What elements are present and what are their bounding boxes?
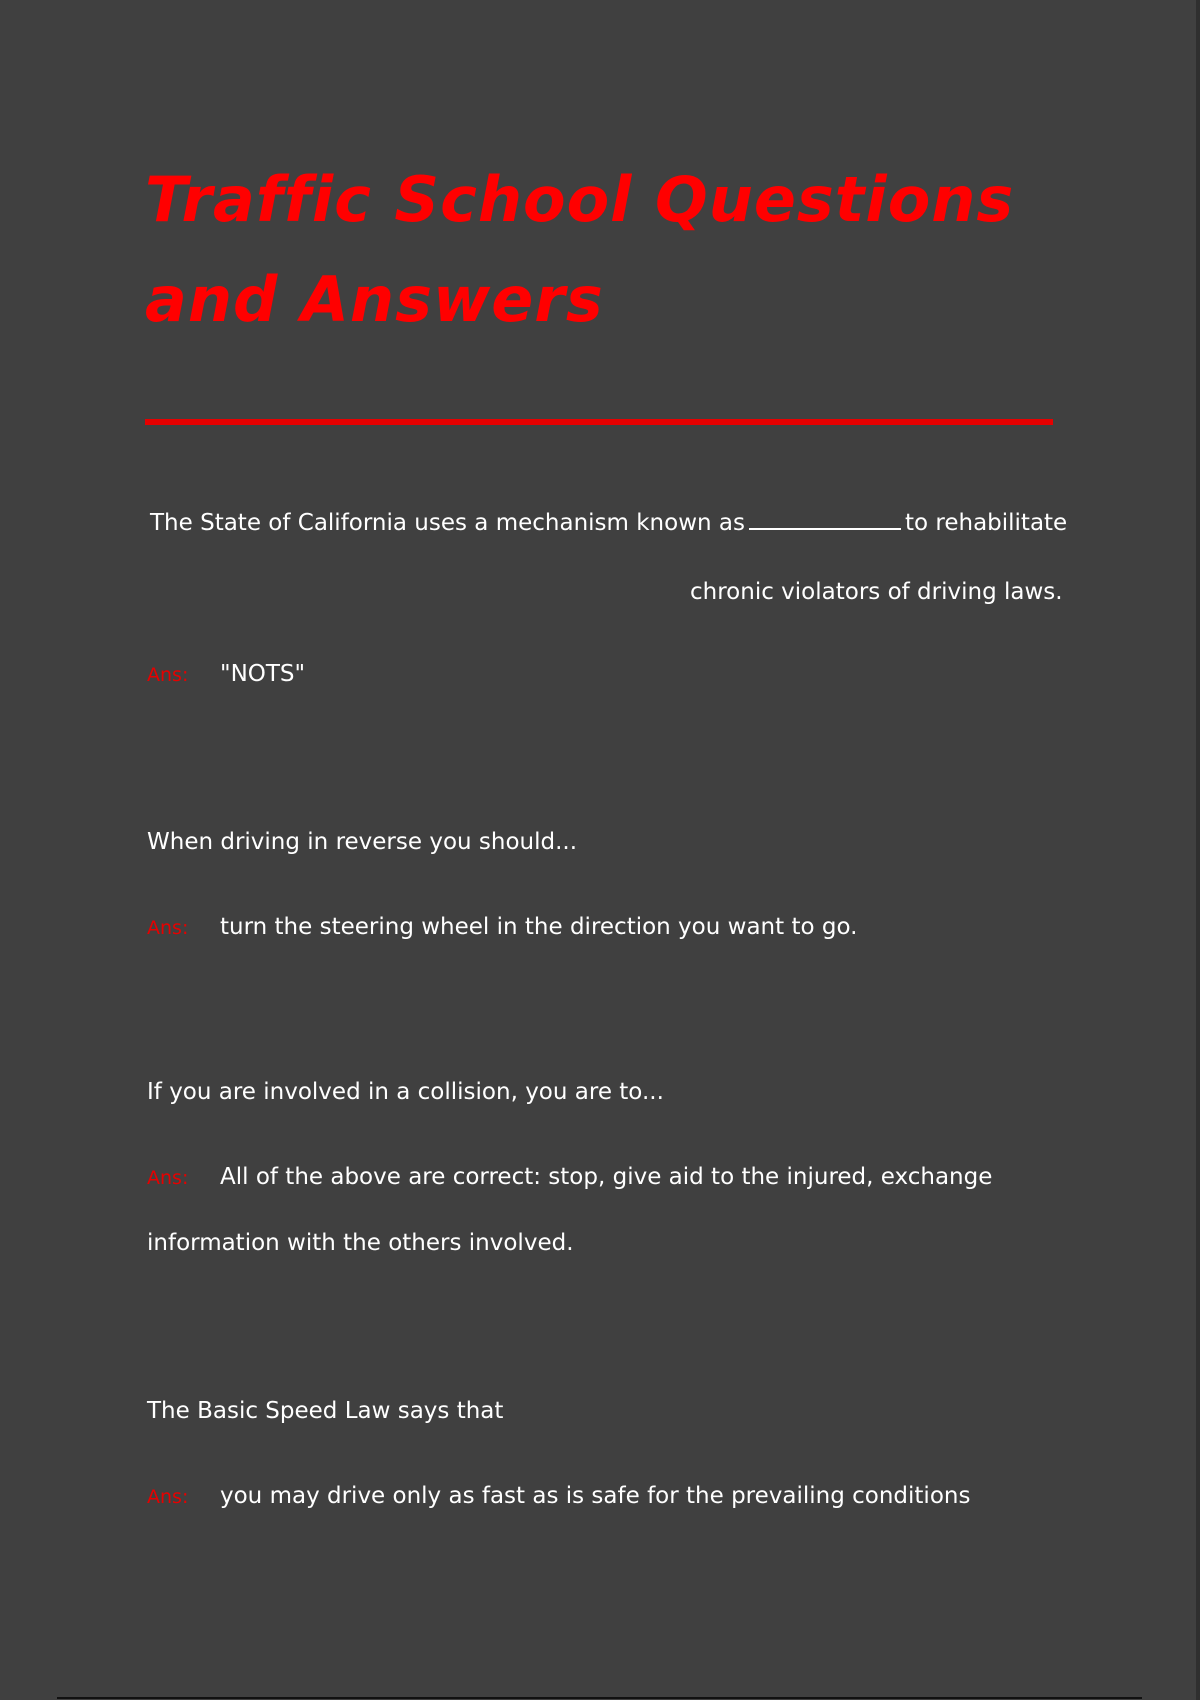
answer-label: Ans: <box>147 1167 189 1189</box>
question-3: If you are involved in a collision, you are to... <box>147 1079 664 1105</box>
document-title: Traffic School Questions and Answers <box>145 163 1015 336</box>
fill-in-blank <box>749 508 901 530</box>
answer-3 <box>147 1162 992 1193</box>
question-1-continuation: chronic violators of driving laws. <box>690 579 1063 605</box>
question-1-part2: to rehabilitate <box>904 510 1068 536</box>
question-1-part1: The State of California uses a mechanism known as <box>150 510 745 536</box>
answer-label: Ans: <box>147 917 189 939</box>
question-1 <box>150 508 1067 538</box>
answer-2-text: turn the steering wheel in the direction you want to go. <box>220 914 858 940</box>
title-divider <box>145 419 1053 425</box>
answer-3-continuation: information with the others involved. <box>147 1230 574 1256</box>
answer-label: Ans: <box>147 1486 189 1508</box>
answer-1-text: "NOTS" <box>220 661 306 687</box>
answer-4-text: you may drive only as fast as is safe for the prevailing conditions <box>220 1483 971 1509</box>
answer-2 <box>147 912 857 943</box>
page-bottom-line <box>57 1697 1142 1699</box>
answer-4 <box>147 1481 970 1512</box>
answer-3-text: All of the above are correct: stop, give aid to the injured, exchange <box>220 1164 993 1190</box>
question-2: When driving in reverse you should... <box>147 829 578 855</box>
answer-label: Ans: <box>147 664 189 686</box>
question-4: The Basic Speed Law says that <box>147 1398 504 1424</box>
page-edge <box>1196 0 1200 1700</box>
answer-1 <box>147 659 305 690</box>
